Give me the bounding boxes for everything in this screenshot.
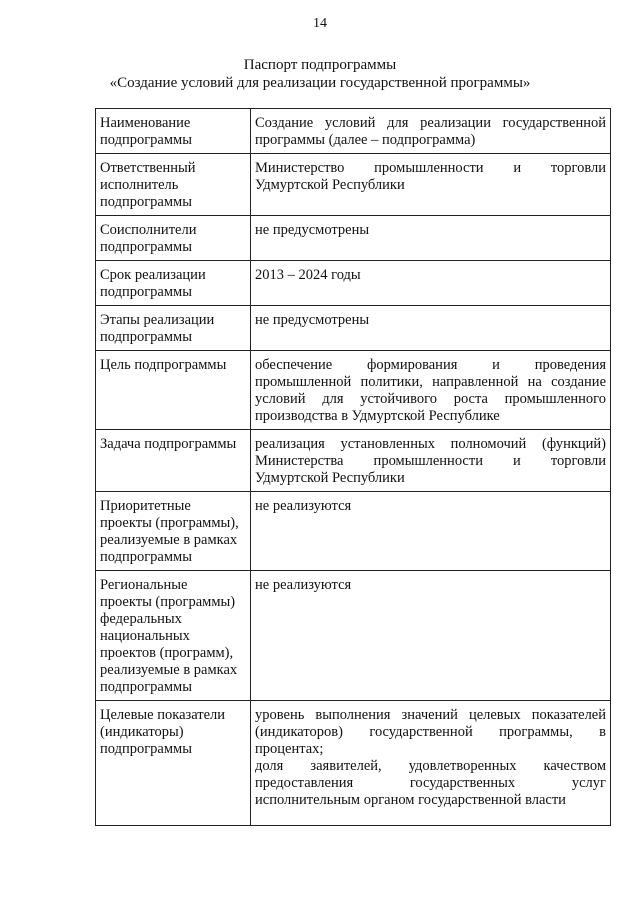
row-value-line: не реализуются — [255, 498, 352, 514]
row-label-cell — [96, 492, 251, 571]
row-label: Приоритетные проекты (программы), реализуемые в рамках подпрограммы — [100, 498, 239, 565]
table-row — [96, 109, 611, 154]
row-value-line: (индикаторов) государственной программы, в — [255, 724, 606, 740]
row-value-cell — [251, 154, 611, 216]
row-label-cell — [96, 351, 251, 430]
row-value-line: программы (далее – подпрограмма) — [255, 132, 476, 148]
table-row — [96, 701, 611, 826]
row-label-cell — [96, 430, 251, 492]
row-value-line: уровень выполнения значений целевых показателей — [255, 707, 606, 723]
row-value-line: реализация установленных полномочий (функций) — [255, 436, 606, 452]
row-value-cell — [251, 216, 611, 261]
table-row — [96, 492, 611, 571]
table-row — [96, 306, 611, 351]
row-value-line: Удмуртской Республики — [255, 470, 405, 486]
table-row — [96, 571, 611, 701]
row-value-line: производства в Удмуртской Республике — [255, 408, 500, 424]
row-value-cell — [251, 701, 611, 826]
row-value-line: Создание условий для реализации государственной — [255, 115, 606, 131]
row-label: Этапы реализации подпрограммы — [100, 312, 215, 345]
row-value-line: не предусмотрены — [255, 222, 370, 238]
row-value-line: обеспечение формирования и проведения — [255, 357, 606, 373]
row-label-cell — [96, 109, 251, 154]
row-value-line: предоставления государственных услуг — [255, 775, 606, 791]
row-label-cell — [96, 571, 251, 701]
row-value-cell — [251, 261, 611, 306]
table-row — [96, 216, 611, 261]
table-row — [96, 261, 611, 306]
row-label-cell — [96, 154, 251, 216]
row-value-line: исполнительным органом государственной власти — [255, 792, 566, 808]
row-label-cell — [96, 261, 251, 306]
row-label: Наименование подпрограммы — [100, 115, 192, 148]
title-line-1: Паспорт подпрограммы — [243, 57, 397, 73]
row-value-line: Удмуртской Республики — [255, 177, 405, 193]
passport-table — [95, 108, 611, 826]
row-label: Задача подпрограммы — [100, 436, 237, 452]
row-value-cell — [251, 430, 611, 492]
row-label: Соисполнители подпрограммы — [100, 222, 197, 255]
row-value-line: Министерства промышленности и торговли — [255, 453, 606, 469]
row-label-cell — [96, 216, 251, 261]
row-label: Цель подпрограммы — [100, 357, 227, 373]
row-value-cell — [251, 571, 611, 701]
page-number: 14 — [313, 16, 327, 31]
table-row — [96, 351, 611, 430]
table-row — [96, 154, 611, 216]
row-value-cell — [251, 109, 611, 154]
passport-table-body — [96, 109, 611, 826]
row-value-line: доля заявителей, удовлетворенных качеством — [255, 758, 606, 774]
row-label: Ответственный исполнитель подпрограммы — [100, 160, 196, 210]
row-value-line: промышленной политики, направленной на создание — [255, 374, 606, 390]
title-line-2: «Создание условий для реализации государственной программы» — [109, 75, 531, 91]
table-row — [96, 430, 611, 492]
row-label: Региональные проекты (программы) федеральных национальных проектов (программ), реализуемые в рамках подпрограммы — [100, 577, 238, 695]
row-value-cell — [251, 492, 611, 571]
row-label: Срок реализации подпрограммы — [100, 267, 206, 300]
row-value-line: процентах; — [255, 741, 324, 757]
row-label-cell — [96, 701, 251, 826]
row-value-line: не реализуются — [255, 577, 352, 593]
row-value-line: Министерство промышленности и торговли — [255, 160, 606, 176]
row-value-line: не предусмотрены — [255, 312, 370, 328]
row-label: Целевые показатели (индикаторы) подпрограммы — [100, 707, 226, 757]
row-value-cell — [251, 351, 611, 430]
row-value-line: 2013 – 2024 годы — [255, 267, 361, 283]
row-value-line: условий для устойчивого роста промышленного — [255, 391, 606, 407]
row-value-cell — [251, 306, 611, 351]
document-title — [0, 56, 640, 92]
row-label-cell — [96, 306, 251, 351]
